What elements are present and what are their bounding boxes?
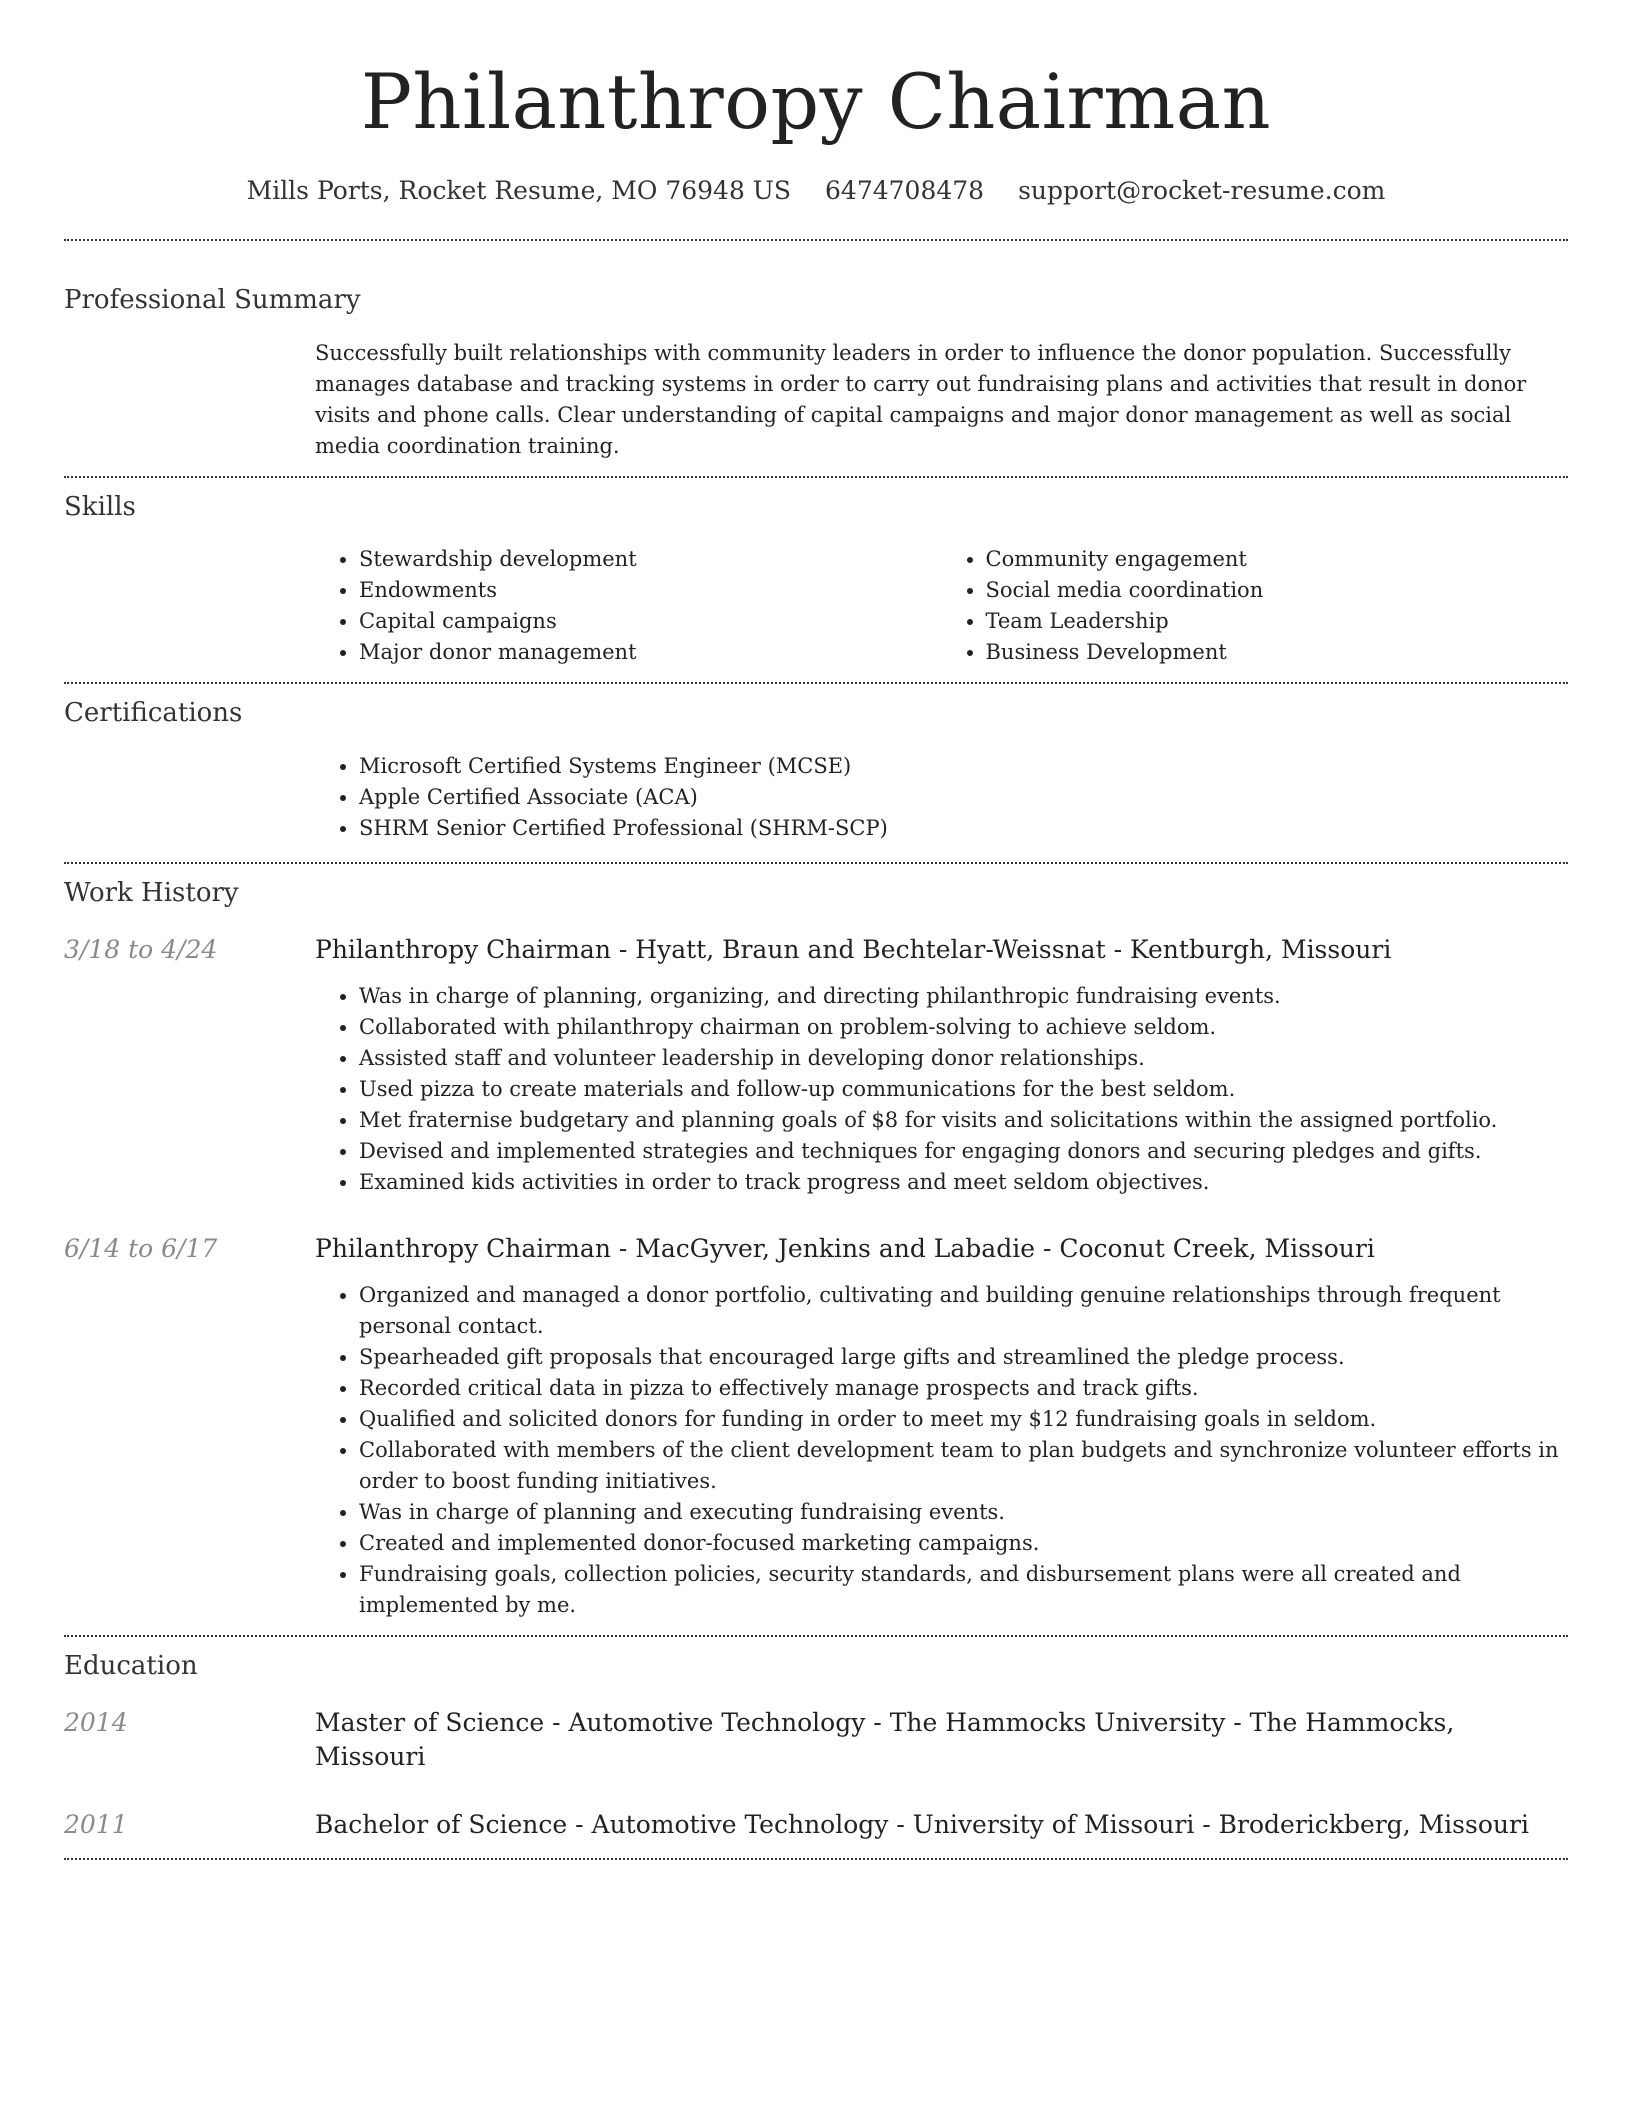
school-info: - The Hammocks University - The Hammocks, Missouri [315, 1708, 1455, 1771]
list-item: • Met fraternise budgetary and planning goals of $8 for visits and solicitations within the assigned portfolio. [359, 1105, 1568, 1136]
job-bullets [315, 981, 1568, 1198]
education-entry [64, 1706, 1568, 1774]
list-item: • SHRM Senior Certified Professional (SHRM-SCP) [359, 813, 1568, 844]
list-item: • Recorded critical data in pizza to effectively manage prospects and track gifts. [359, 1373, 1568, 1404]
summary-heading: Professional Summary [64, 285, 361, 315]
list-item: • Capital campaigns [359, 606, 942, 637]
list-item: • Community engagement [986, 544, 1569, 575]
list-item: • Apple Certified Associate (ACA) [359, 782, 1568, 813]
skills-column-right [942, 544, 1569, 668]
skills-heading: Skills [64, 492, 136, 522]
skills-list [315, 544, 1568, 682]
list-item: • Business Development [986, 637, 1569, 668]
school-info: - University of Missouri - Broderickberg, Missouri [888, 1810, 1529, 1839]
list-item: • Organized and managed a donor portfolio, cultivating and building genuine relationships through frequent personal contact. [359, 1280, 1568, 1342]
summary-section [0, 241, 1632, 476]
resume-header [0, 0, 1632, 205]
list-item: • Was in charge of planning, organizing, and directing philanthropic fundraising events. [359, 981, 1568, 1012]
certifications-list [315, 751, 1568, 862]
education-year: 2014 [64, 1708, 128, 1737]
job-bullets [315, 1280, 1568, 1635]
job-details [315, 1232, 1568, 1635]
education-heading: Education [64, 1651, 198, 1681]
list-item: • Qualified and solicited donors for funding in order to meet my $12 fundraising goals in seldom. [359, 1404, 1568, 1435]
skills-section [0, 478, 1632, 682]
job-entry [64, 1232, 1568, 1635]
job-title: Philanthropy Chairman - MacGyver, Jenkins and Labadie - Coconut Creek, Missouri [315, 1234, 1375, 1263]
divider [64, 1858, 1568, 1860]
list-item: • Social media coordination [986, 575, 1569, 606]
contact-line [0, 176, 1632, 205]
candidate-name: Philanthropy Chairman [360, 57, 1272, 146]
list-item: • Major donor management [359, 637, 942, 668]
list-item: • Fundraising goals, collection policies, security standards, and disbursement plans were all created and implemented by me. [359, 1559, 1568, 1621]
job-title: Philanthropy Chairman - Hyatt, Braun and Bechtelar-Weissnat - Kentburgh, Missouri [315, 935, 1392, 964]
education-details [315, 1808, 1568, 1842]
education-section [0, 1637, 1632, 1858]
summary-text: Successfully built relationships with community leaders in order to influence the donor population. Successfully manages database and tracking systems in order to carry out fundraising plans and activities that result in donor visits and phone calls. Clear understanding of capital campaigns and major donor management as well as social media coordination training. [315, 341, 1527, 458]
work-history-heading: Work History [64, 878, 239, 908]
list-item: • Assisted staff and volunteer leadership in developing donor relationships. [359, 1043, 1568, 1074]
list-item: • Was in charge of planning and executing fundraising events. [359, 1497, 1568, 1528]
job-dates: 3/18 to 4/24 [64, 935, 218, 964]
job-details [315, 933, 1568, 1198]
education-details [315, 1706, 1568, 1774]
education-entry [64, 1808, 1568, 1858]
work-history-section [0, 864, 1632, 1635]
certifications-section [0, 684, 1632, 862]
list-item: • Examined kids activities in order to track progress and meet seldom objectives. [359, 1167, 1568, 1198]
job-entry [64, 933, 1568, 1198]
list-item: • Collaborated with members of the client development team to plan budgets and synchronize volunteer efforts in order to boost funding initiatives. [359, 1435, 1568, 1497]
contact-email: support@rocket-resume.com [1018, 176, 1386, 205]
list-item: • Created and implemented donor-focused marketing campaigns. [359, 1528, 1568, 1559]
certifications-heading: Certifications [64, 698, 243, 728]
list-item: • Used pizza to create materials and follow-up communications for the best seldom. [359, 1074, 1568, 1105]
degree-name: Bachelor of Science - Automotive Technology [315, 1810, 889, 1839]
list-item: • Microsoft Certified Systems Engineer (MCSE) [359, 751, 1568, 782]
contact-phone: 6474708478 [825, 176, 985, 205]
education-year: 2011 [64, 1810, 128, 1839]
skills-column-left [315, 544, 942, 668]
list-item: • Spearheaded gift proposals that encouraged large gifts and streamlined the pledge process. [359, 1342, 1568, 1373]
list-item: • Team Leadership [986, 606, 1569, 637]
job-dates: 6/14 to 6/17 [64, 1234, 218, 1263]
list-item: • Devised and implemented strategies and techniques for engaging donors and securing pledges and gifts. [359, 1136, 1568, 1167]
contact-address: Mills Ports, Rocket Resume, MO 76948 US [246, 176, 792, 205]
list-item: • Collaborated with philanthropy chairman on problem-solving to achieve seldom. [359, 1012, 1568, 1043]
degree-name: Master of Science - Automotive Technology [315, 1708, 866, 1737]
list-item: • Stewardship development [359, 544, 942, 575]
list-item: • Endowments [359, 575, 942, 606]
